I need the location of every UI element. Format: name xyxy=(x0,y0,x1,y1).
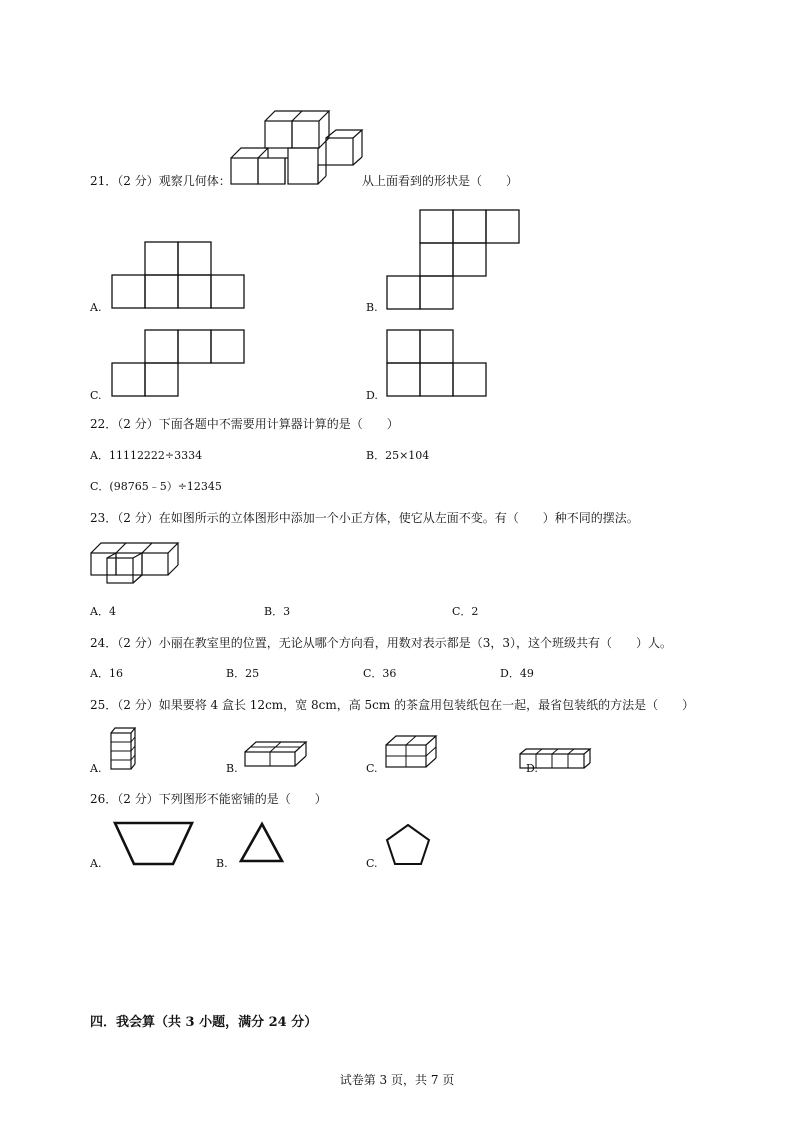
q24-text: 24．（2 分）小丽在教室里的位置，无论从哪个方向看，用数对表示都是（3，3），这个班级共有（ ）人。 xyxy=(90,636,672,650)
q21-option-d-label: D. xyxy=(366,389,378,402)
section-4-title: 四．我会算（共 3 小题，满分 24 分） xyxy=(90,1015,318,1030)
q25-text: 25．（2 分）如果要将 4 盒长 12cm，宽 8cm，高 5cm 的茶盒用包装纸包在一起，最省包装纸的方法是（ ） xyxy=(90,698,695,712)
page-footer: 试卷第 3 页，共 7 页 xyxy=(339,1073,455,1087)
q23-option-a: A．4 xyxy=(90,605,116,618)
q26-option-a-label: A. xyxy=(90,857,102,870)
q26-text: 26．（2 分）下列图形不能密铺的是（ ） xyxy=(90,792,327,806)
q22-option-a: A．11112222÷3334 xyxy=(90,449,203,462)
q22-text: 22．（2 分）下面各题中不需要用计算器计算的是（ ） xyxy=(90,417,399,431)
q22-option-b: B．25×104 xyxy=(366,449,430,462)
q24-option-a: A．16 xyxy=(90,667,123,680)
q21-option-a-label: A. xyxy=(90,301,102,314)
q25-option-d-label: D. xyxy=(526,762,538,775)
q25-option-c-label: C. xyxy=(366,762,378,775)
q22-option-c: C．(98765﹣5）÷12345 xyxy=(90,480,222,493)
q26-option-b-label: B. xyxy=(216,857,228,870)
q23-option-c: C．2 xyxy=(452,605,479,618)
q23-option-b: B．3 xyxy=(264,605,291,618)
q24-option-d: D．49 xyxy=(500,667,534,680)
q25-option-a-label: A. xyxy=(90,762,102,775)
q24-option-c: C．36 xyxy=(363,667,397,680)
q21-option-c-label: C. xyxy=(90,389,102,402)
q21-text-after: 从上面看到的形状是（ ） xyxy=(362,174,519,188)
q24-option-b: B．25 xyxy=(226,667,260,680)
q26-option-c-label: C. xyxy=(366,857,378,870)
q21-option-b-label: B. xyxy=(366,301,378,314)
q25-option-b-label: B. xyxy=(226,762,238,775)
q21-text-before: 21．（2 分）观察几何体： xyxy=(90,174,231,188)
q23-text: 23．（2 分）在如图所示的立体图形中添加一个小正方体，使它从左面不变。有（ ）种不同的摆法。 xyxy=(90,511,639,525)
